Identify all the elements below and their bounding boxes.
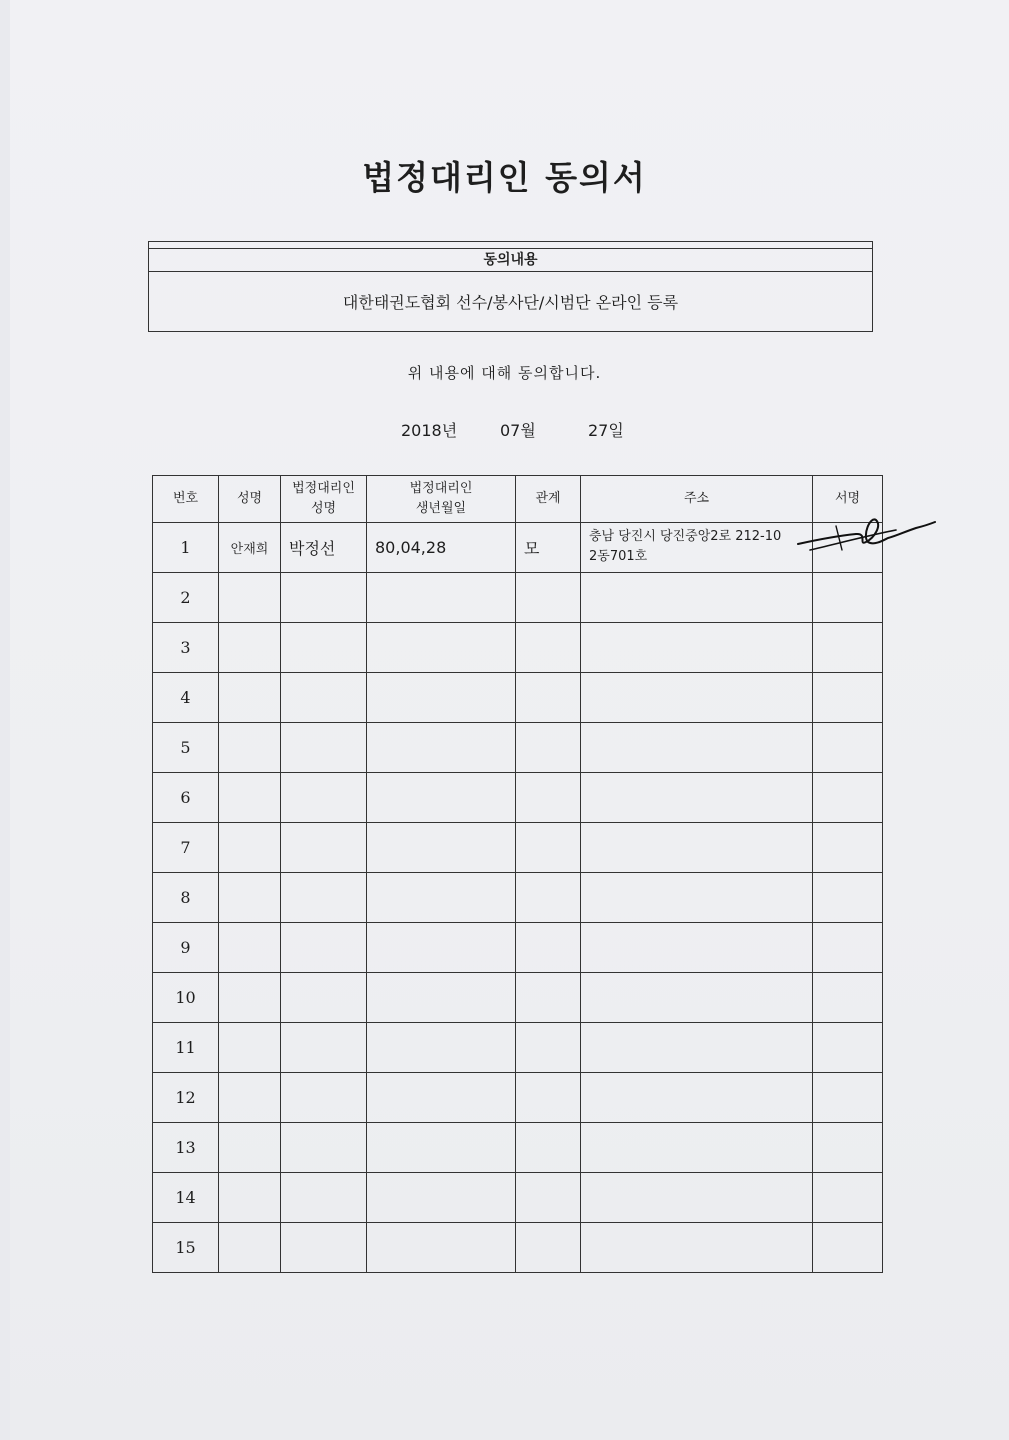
table-row bbox=[153, 1123, 883, 1173]
table-body bbox=[153, 523, 883, 1273]
cell-guardian-name bbox=[281, 1073, 367, 1123]
cell-guardian-name bbox=[281, 1223, 367, 1273]
header-guardian-name-line1: 법정대리인 bbox=[292, 481, 355, 496]
cell-no: 2 bbox=[153, 573, 219, 623]
cell-address bbox=[581, 823, 813, 873]
cell-guardian-birth bbox=[367, 873, 516, 923]
cell-guardian-birth: 80,04,28 bbox=[367, 523, 516, 573]
cell-signature bbox=[813, 673, 883, 723]
cell-guardian-name: 박정선 bbox=[281, 523, 367, 573]
table-row bbox=[153, 923, 883, 973]
cell-no: 8 bbox=[153, 873, 219, 923]
cell-name bbox=[219, 573, 281, 623]
cell-no: 5 bbox=[153, 723, 219, 773]
cell-guardian-birth bbox=[367, 823, 516, 873]
cell-no: 15 bbox=[153, 1223, 219, 1273]
cell-no: 1 bbox=[153, 523, 219, 573]
cell-name bbox=[219, 1123, 281, 1173]
cell-relation bbox=[516, 823, 581, 873]
handwritten-signature bbox=[796, 506, 936, 556]
cell-name bbox=[219, 673, 281, 723]
cell-no: 4 bbox=[153, 673, 219, 723]
cell-relation: 모 bbox=[516, 523, 581, 573]
cell-guardian-name bbox=[281, 873, 367, 923]
cell-signature bbox=[813, 723, 883, 773]
cell-address bbox=[581, 673, 813, 723]
cell-guardian-name bbox=[281, 1173, 367, 1223]
cell-relation bbox=[516, 573, 581, 623]
cell-guardian-birth bbox=[367, 1173, 516, 1223]
consent-header: 동의내용 bbox=[149, 248, 872, 272]
agreement-statement: 위 내용에 대해 동의합니다. bbox=[407, 364, 602, 382]
cell-guardian-name bbox=[281, 823, 367, 873]
cell-signature bbox=[813, 873, 883, 923]
cell-address bbox=[581, 623, 813, 673]
consent-text: 대한태권도협회 선수/봉사단/시범단 온라인 등록 bbox=[342, 293, 679, 312]
cell-address bbox=[581, 573, 813, 623]
cell-relation bbox=[516, 1173, 581, 1223]
cell-address bbox=[581, 1023, 813, 1073]
cell-guardian-birth bbox=[367, 1023, 516, 1073]
table-row bbox=[153, 773, 883, 823]
header-no: 번호 bbox=[153, 476, 219, 523]
cell-no: 6 bbox=[153, 773, 219, 823]
cell-guardian-birth bbox=[367, 673, 516, 723]
cell-name bbox=[219, 873, 281, 923]
table-row bbox=[153, 973, 883, 1023]
cell-address bbox=[581, 1173, 813, 1223]
cell-relation bbox=[516, 773, 581, 823]
table-row bbox=[153, 623, 883, 673]
consent-box bbox=[148, 241, 873, 332]
cell-relation bbox=[516, 1023, 581, 1073]
header-guardian-birth-line2: 생년월일 bbox=[415, 501, 467, 516]
header-guardian-birth-line1: 법정대리인 bbox=[409, 481, 473, 496]
cell-signature bbox=[813, 573, 883, 623]
cell-address bbox=[581, 973, 813, 1023]
cell-name bbox=[219, 1223, 281, 1273]
cell-address bbox=[581, 1073, 813, 1123]
cell-relation bbox=[516, 1123, 581, 1173]
header-guardian-name-line2: 성명 bbox=[310, 501, 337, 516]
cell-guardian-birth bbox=[367, 923, 516, 973]
table-row bbox=[153, 1023, 883, 1073]
cell-address bbox=[581, 523, 813, 573]
cell-signature bbox=[813, 1023, 883, 1073]
table-row bbox=[153, 723, 883, 773]
cell-name bbox=[219, 923, 281, 973]
cell-name bbox=[219, 623, 281, 673]
table-row bbox=[153, 573, 883, 623]
cell-address bbox=[581, 1123, 813, 1173]
cell-relation bbox=[516, 923, 581, 973]
table-row bbox=[153, 873, 883, 923]
cell-no: 12 bbox=[153, 1073, 219, 1123]
cell-guardian-name bbox=[281, 1123, 367, 1173]
cell-signature bbox=[813, 623, 883, 673]
cell-name bbox=[219, 773, 281, 823]
cell-relation bbox=[516, 723, 581, 773]
cell-signature bbox=[813, 1223, 883, 1273]
table-row bbox=[153, 1073, 883, 1123]
cell-name: 안재희 bbox=[219, 523, 281, 573]
cell-guardian-birth bbox=[367, 723, 516, 773]
header-relation: 관계 bbox=[516, 476, 581, 523]
cell-signature bbox=[813, 1073, 883, 1123]
cell-guardian-name bbox=[281, 573, 367, 623]
header-name: 성명 bbox=[219, 476, 281, 523]
address-line: 2동701호 bbox=[589, 549, 648, 564]
date-year: 2018년 bbox=[401, 421, 458, 440]
cell-relation bbox=[516, 673, 581, 723]
cell-guardian-birth bbox=[367, 573, 516, 623]
document-title: 법정대리인 동의서 bbox=[362, 158, 647, 197]
cell-signature bbox=[813, 773, 883, 823]
cell-no: 13 bbox=[153, 1123, 219, 1173]
cell-relation bbox=[516, 1073, 581, 1123]
registration-table bbox=[152, 475, 883, 1273]
cell-address bbox=[581, 773, 813, 823]
cell-guardian-birth bbox=[367, 1073, 516, 1123]
cell-guardian-name bbox=[281, 973, 367, 1023]
cell-no: 7 bbox=[153, 823, 219, 873]
cell-signature bbox=[813, 973, 883, 1023]
cell-address bbox=[581, 723, 813, 773]
cell-name bbox=[219, 1173, 281, 1223]
cell-no: 11 bbox=[153, 1023, 219, 1073]
cell-address bbox=[581, 923, 813, 973]
address-line: 충남 당진시 당진중앙2로 212-10 bbox=[589, 529, 782, 544]
cell-guardian-birth bbox=[367, 1223, 516, 1273]
date-day: 27일 bbox=[588, 421, 624, 440]
cell-name bbox=[219, 973, 281, 1023]
cell-signature bbox=[813, 823, 883, 873]
cell-no: 10 bbox=[153, 973, 219, 1023]
header-signature: 서명 bbox=[813, 476, 883, 523]
table-row bbox=[153, 523, 883, 573]
cell-no: 9 bbox=[153, 923, 219, 973]
header-guardian-birth bbox=[367, 476, 516, 523]
date-month: 07월 bbox=[500, 421, 536, 440]
cell-name bbox=[219, 1073, 281, 1123]
header-address: 주소 bbox=[581, 476, 813, 523]
cell-guardian-birth bbox=[367, 623, 516, 673]
cell-signature bbox=[813, 1173, 883, 1223]
cell-guardian-birth bbox=[367, 973, 516, 1023]
cell-name bbox=[219, 823, 281, 873]
cell-no: 3 bbox=[153, 623, 219, 673]
cell-signature bbox=[813, 1123, 883, 1173]
cell-name bbox=[219, 723, 281, 773]
table-row bbox=[153, 1173, 883, 1223]
cell-guardian-birth bbox=[367, 1123, 516, 1173]
table-row bbox=[153, 673, 883, 723]
cell-relation bbox=[516, 873, 581, 923]
header-guardian-name bbox=[281, 476, 367, 523]
cell-guardian-name bbox=[281, 1023, 367, 1073]
cell-guardian-name bbox=[281, 623, 367, 673]
cell-relation bbox=[516, 973, 581, 1023]
cell-guardian-name bbox=[281, 673, 367, 723]
cell-no: 14 bbox=[153, 1173, 219, 1223]
cell-name bbox=[219, 1023, 281, 1073]
cell-guardian-name bbox=[281, 723, 367, 773]
cell-guardian-name bbox=[281, 923, 367, 973]
cell-guardian-name bbox=[281, 773, 367, 823]
cell-address bbox=[581, 873, 813, 923]
table-row bbox=[153, 1223, 883, 1273]
cell-relation bbox=[516, 623, 581, 673]
cell-signature bbox=[813, 923, 883, 973]
cell-guardian-birth bbox=[367, 773, 516, 823]
cell-address bbox=[581, 1223, 813, 1273]
cell-relation bbox=[516, 1223, 581, 1273]
table-header-row bbox=[153, 476, 883, 523]
table-row bbox=[153, 823, 883, 873]
